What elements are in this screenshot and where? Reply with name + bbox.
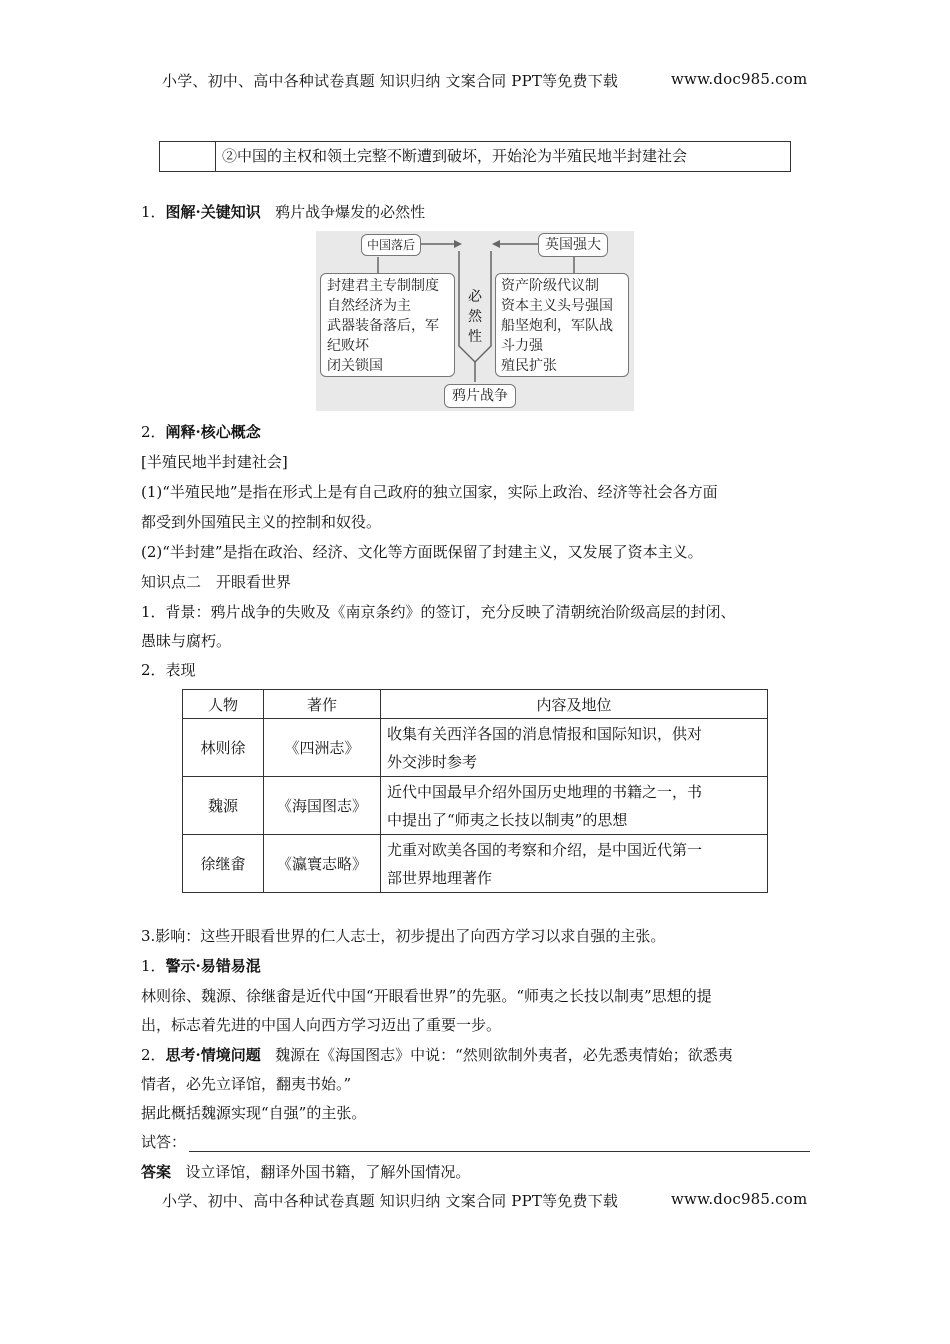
table-cell-work: 《四洲志》 [264,719,381,777]
content-line: 部世界地理著作 [387,868,493,887]
center-char: 必 [468,289,482,305]
left-item: 武器装备落后，军 [327,318,439,334]
concept-bracket: [半殖民地半封建社会] [141,453,288,471]
section2-num: 2． [141,423,166,441]
content-line: 尤重对欧美各国的考察和介绍，是中国近代第一 [387,840,703,859]
answer-blank-line[interactable] [189,1150,810,1152]
warn-label: 警示·易错易混 [165,957,261,975]
table-cell-content [381,835,768,893]
necessity-diagram [316,231,634,411]
think-line1: 魏源在《海国图志》中说：“然则欲制外夷者，必先悉夷情始；欲悉夷 [275,1046,733,1064]
table-cell-person: 徐继畬 [183,835,264,893]
left-item: 自然经济为主 [327,298,411,314]
kp2-bg-line2: 愚昧与腐朽。 [141,632,232,650]
answer-row [141,1161,470,1183]
right-item: 殖民扩张 [501,358,557,374]
answer-label: 答案 [141,1163,172,1181]
table-cell-content [381,777,768,835]
table-row [183,719,768,777]
table-row [183,777,768,835]
left-items-box [320,273,455,377]
footer-title: 小学、初中、高中各种试卷真题 知识归纳 文案合同 PPT等免费下载 [162,1192,619,1210]
right-item: 船坚炮利，军队战 [501,318,613,334]
table-row [183,835,768,893]
section2-label: 阐释·核心概念 [165,423,261,441]
warn-line2: 出，标志着先进的中国人向西方学习迈出了重要一步。 [141,1016,502,1034]
content-line: 近代中国最早介绍外国历史地理的书籍之一，书 [387,782,703,801]
center-char: 然 [468,309,482,325]
section1-label: 图解·关键知识 [165,203,261,221]
concept-p1-line2: 都受到外国殖民主义的控制和奴役。 [141,513,382,531]
left-title-box: 中国落后 [361,234,421,256]
concept-p1-line1: (1)“半殖民地”是指在形式上是有自己政府的独立国家，实际上政治、经济等社会各方面 [141,483,718,501]
warn-heading [141,955,261,977]
answer-text: 设立译馆，翻译外国书籍，了解外国情况。 [185,1163,471,1181]
think-heading [141,1044,733,1066]
try-answer-label: 试答： [141,1133,187,1151]
figures-table [182,689,768,893]
section1-num: 1． [141,203,166,221]
table-cell-person: 魏源 [183,777,264,835]
content-line: 收集有关西洋各国的消息情报和国际知识，供对 [387,724,703,743]
section2-heading [141,421,261,443]
think-line3: 据此概括魏源实现“自强”的主张。 [141,1104,367,1122]
table-cell-work: 《瀛寰志略》 [264,835,381,893]
table-cell-person: 林则徐 [183,719,264,777]
kp2-performance: 2．表现 [141,661,196,679]
think-label: 思考·情境问题 [165,1046,261,1064]
top-table-row [159,141,791,172]
left-item: 封建君主专制制度 [327,278,439,294]
concept-p2: (2)“半封建”是指在政治、经济、文化等方面既保留了封建主义，又发展了资本主义。 [141,543,703,561]
right-item: 资本主义头号强国 [501,298,613,314]
table-cell-work: 《海国图志》 [264,777,381,835]
center-char: 性 [468,329,482,345]
kp2-bg-line1: 1．背景：鸦片战争的失败及《南京条约》的签订，充分反映了清朝统治阶级高层的封闭、 [141,603,736,621]
kp2-title: 知识点二 开眼看世界 [141,573,292,591]
header-title: 小学、初中、高中各种试卷真题 知识归纳 文案合同 PPT等免费下载 [162,72,619,90]
think-line2: 情者，必先立译馆，翻夷书始。” [141,1075,352,1093]
content-line: 外交涉时参考 [387,752,478,771]
warn-num: 1． [141,957,166,975]
table-header-cell: 人物 [183,690,264,719]
center-label [466,287,484,347]
table-header-cell: 著作 [264,690,381,719]
top-table-divider [215,142,216,171]
left-item: 闭关锁国 [327,358,383,374]
footer-url[interactable]: www.doc985.com [671,1190,808,1208]
content-line: 中提出了“师夷之长技以制夷”的思想 [387,810,628,829]
bottom-box: 鸦片战争 [444,384,516,408]
right-items-box [495,273,629,377]
think-num: 2． [141,1046,166,1064]
top-table-text: ②中国的主权和领土完整不断遭到破坏，开始沦为半殖民地半封建社会 [222,147,688,165]
warn-line1: 林则徐、魏源、徐继畬是近代中国“开眼看世界”的先驱。“师夷之长技以制夷”思想的提 [141,987,712,1005]
section1-heading [141,201,425,223]
table-cell-content [381,719,768,777]
table-header-row [183,690,768,719]
right-item: 斗力强 [501,338,543,354]
impact-text: 3.影响：这些开眼看世界的仁人志士，初步提出了向西方学习以求自强的主张。 [141,927,666,945]
header-url[interactable]: www.doc985.com [671,70,808,88]
right-title-box: 英国强大 [538,233,608,257]
left-item: 纪败坏 [327,338,369,354]
section1-title: 鸦片战争爆发的必然性 [275,203,426,221]
right-item: 资产阶级代议制 [501,278,599,294]
table-header-cell: 内容及地位 [381,690,768,719]
